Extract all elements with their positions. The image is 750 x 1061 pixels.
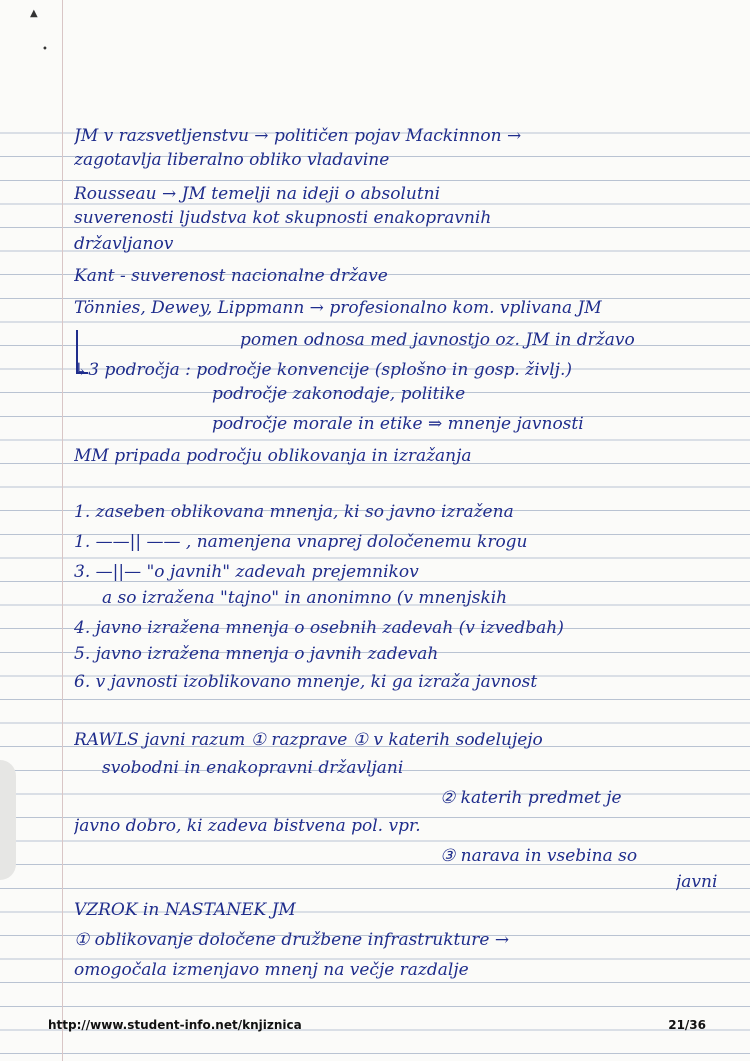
handwritten-line: 1. zaseben oblikovana mnenja, ki so javno izražena [74, 502, 514, 522]
handwritten-line: 4. javno izražena mnenja o osebnih zadevah (v izvedbah) [74, 618, 564, 638]
corner-mark: ▲ [30, 8, 38, 19]
handwritten-line: Rousseau → JM temelji na ideji o absolutni [74, 184, 441, 204]
handwritten-line: državljanov [74, 234, 174, 254]
handwritten-line: svobodni in enakopravni državljani [102, 758, 404, 778]
torn-edge [0, 760, 16, 880]
handwritten-line: 6. v javnosti izoblikovano mnenje, ki ga izraža javnost [74, 672, 538, 692]
handwritten-line: a so izražena "tajno" in anonimno (v mnenjskih [102, 588, 508, 608]
handwritten-line: MM pripada področju oblikovanja in izražanja [74, 446, 472, 466]
handwritten-line: 5. javno izražena mnenja o javnih zadevah [74, 644, 439, 664]
handwritten-line: RAWLS javni razum ① razprave ① v katerih sodelujejo [74, 730, 543, 750]
handwritten-line: VZROK in NASTANEK JM [74, 900, 296, 920]
handwritten-line: področje morale in etike ⇒ mnenje javnosti [212, 414, 584, 434]
handwritten-line: Tönnies, Dewey, Lippmann → profesionalno kom. vplivana JM [74, 298, 602, 318]
page-number: 21/36 [668, 1018, 706, 1032]
handwritten-line: Kant - suverenost nacionalne države [74, 266, 388, 286]
footer-url: http://www.student-info.net/knjiznica [48, 1018, 302, 1032]
handwritten-line: omogočala izmenjavo mnenj na večje razdalje [74, 960, 469, 980]
page-top-blank [0, 0, 750, 118]
handwritten-line: ↳3 področja : področje konvencije (splošno in gosp. življ.) [74, 360, 572, 380]
handwritten-line: ② katerih predmet je [440, 788, 622, 808]
handwritten-line: suverenosti ljudstva kot skupnosti enakopravnih [74, 208, 492, 228]
handwritten-line: 3. —||— "o javnih" zadevah prejemnikov [74, 562, 419, 582]
margin-line [62, 0, 63, 1061]
handwritten-line: JM v razsvetljenstvu → političen pojav Mackinnon → [74, 126, 522, 146]
corner-mark: • [42, 44, 48, 55]
handwritten-line: pomen odnosa med javnostjo oz. JM in državo [240, 330, 635, 350]
handwritten-line: javno dobro, ki zadeva bistvena pol. vpr. [74, 816, 421, 836]
handwritten-line: javni [676, 872, 718, 892]
handwritten-line: zagotavlja liberalno obliko vladavine [74, 150, 390, 170]
handwritten-line: ① oblikovanje določene družbene infrastrukture → [74, 930, 510, 950]
handwritten-line: 1. ——|| —— , namenjena vnaprej določenemu krogu [74, 532, 528, 552]
handwritten-line: področje zakonodaje, politike [212, 384, 466, 404]
handwritten-line: ③ narava in vsebina so [440, 846, 638, 866]
